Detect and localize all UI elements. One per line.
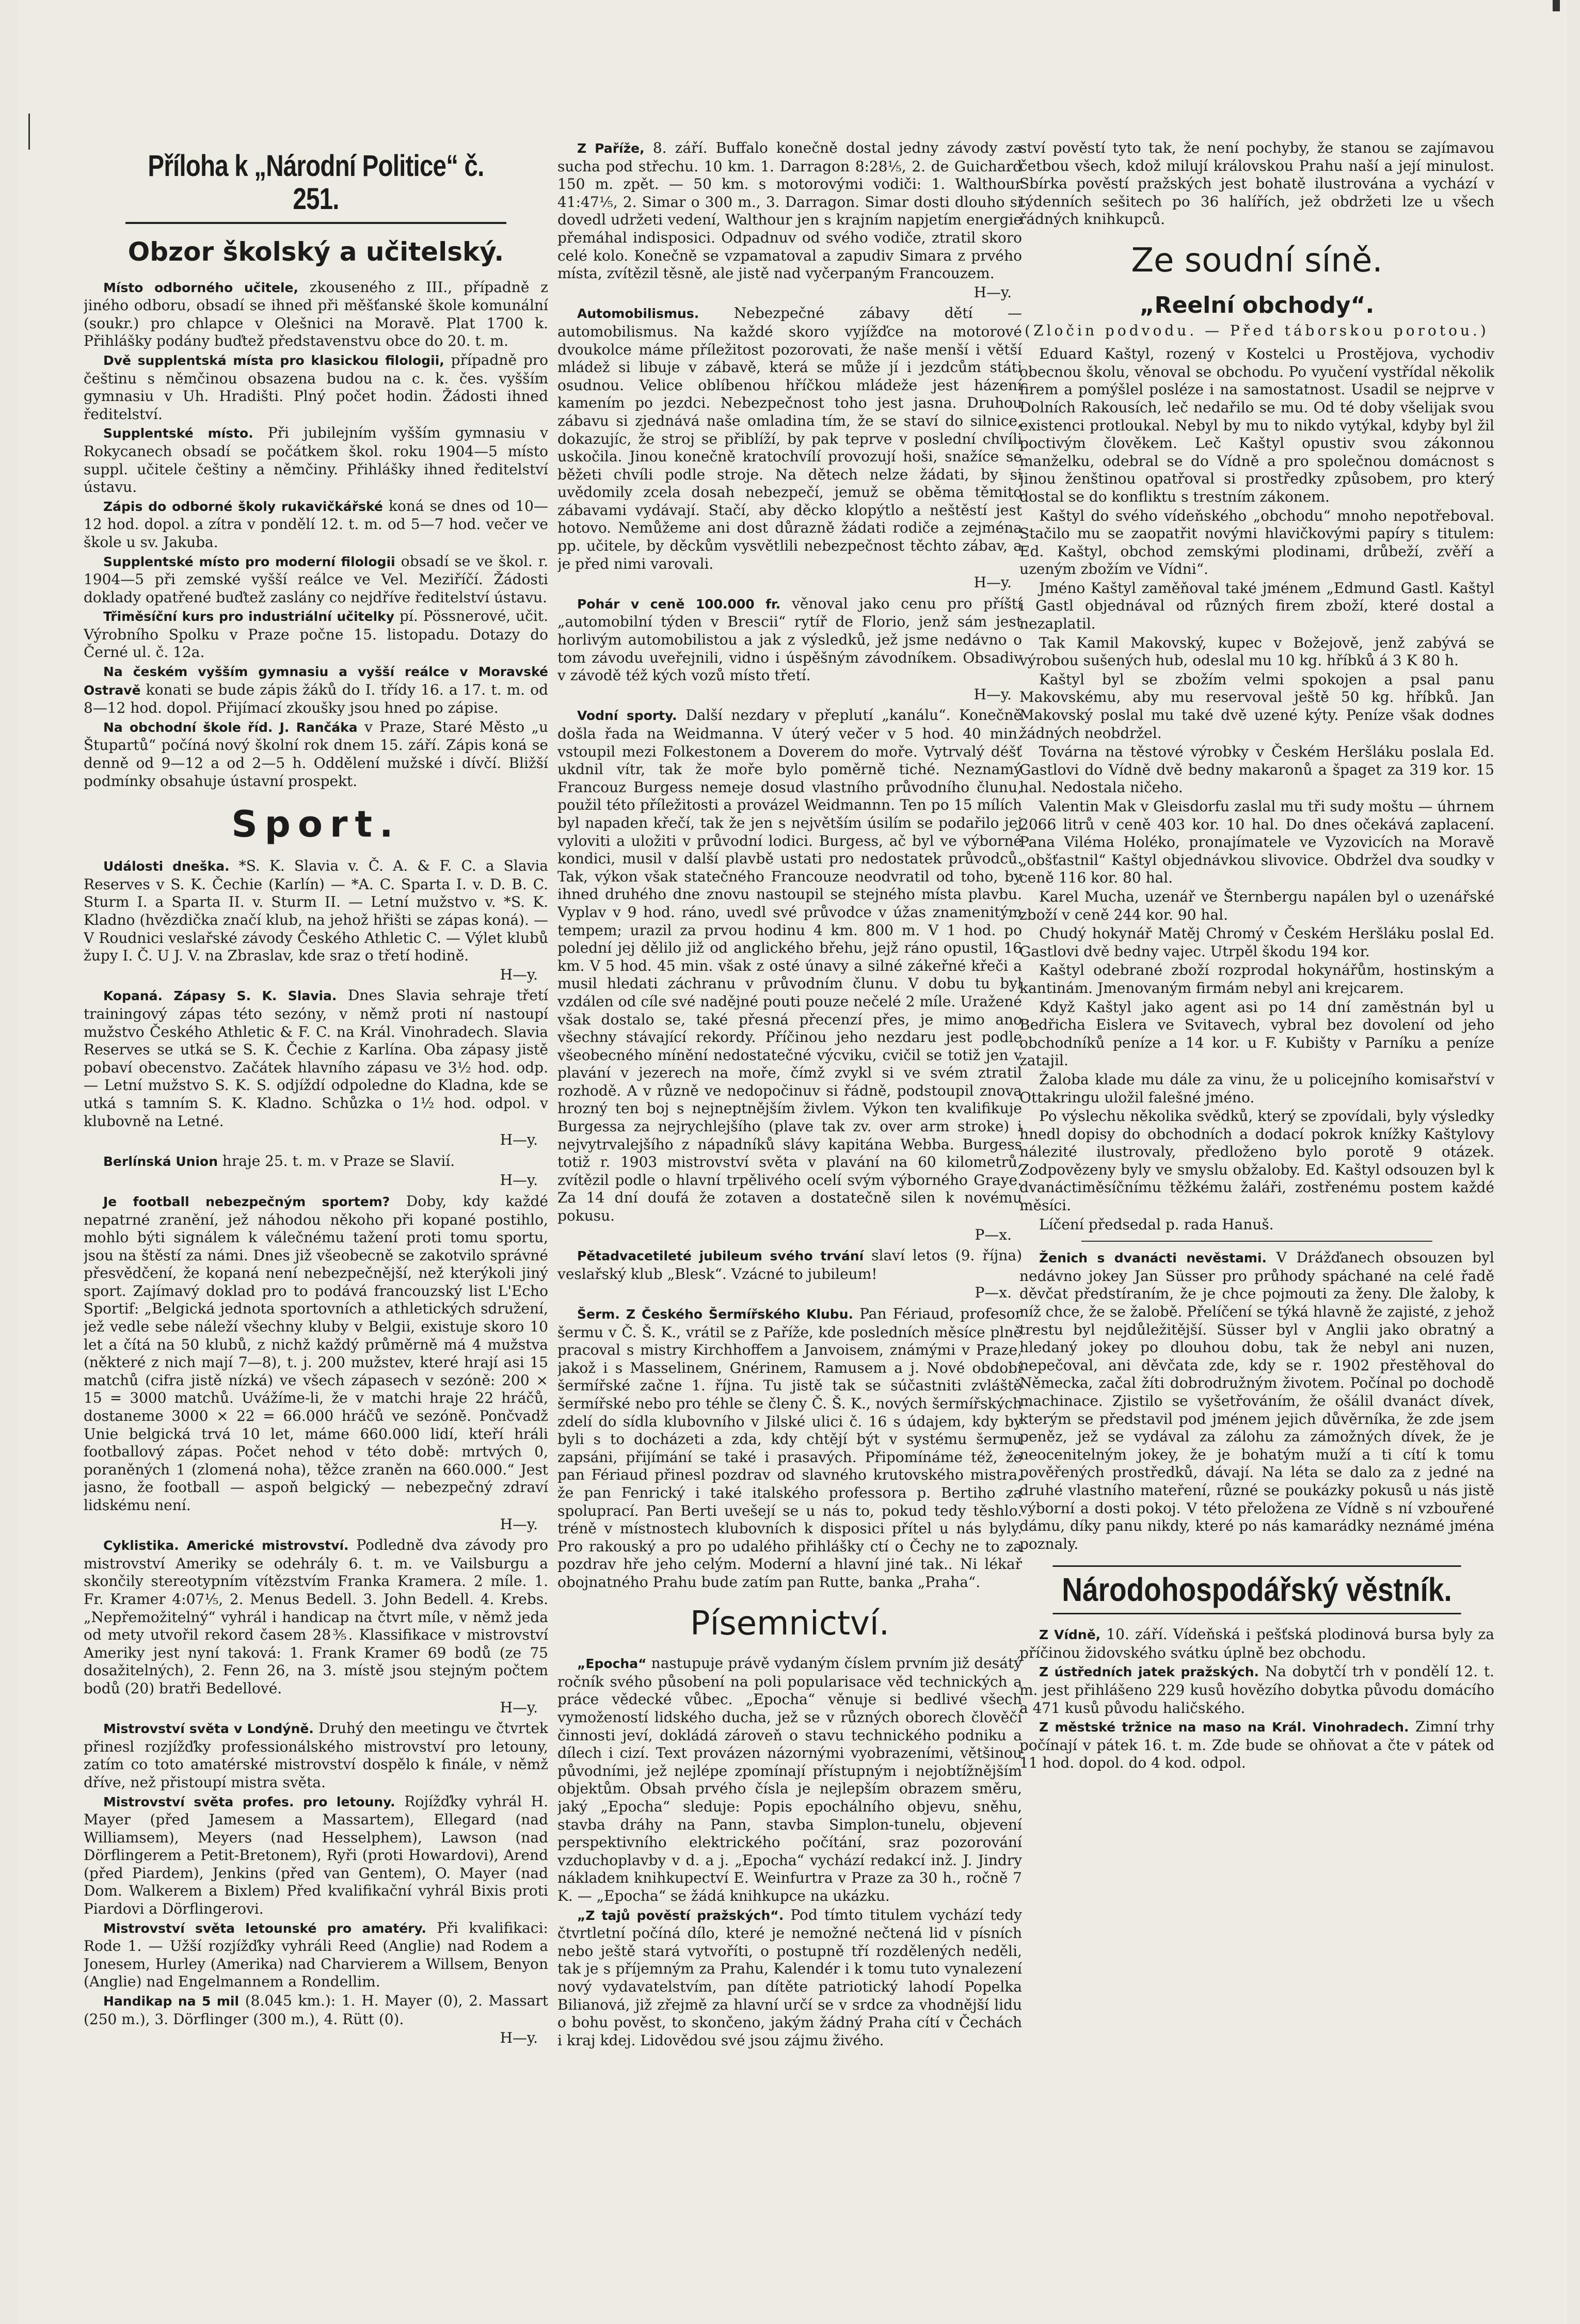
section-title-school: Obzor školský a učitelský.: [127, 236, 504, 267]
article-paragraph: Z Paříže, 8. září. Buffalo konečně dostal jedny závody za sucha pod střechu. 10 km. 1. Darragon 8:28⅕, 2. de Guichard 150 m. zpět. — 50 km. s motorovými vodiči: 1. Walthour 41:47⅕, 2. Simar o 300 m., 3. Darragon. Simar dosti dlouho si dovedl udržeti vedení, Walthour jen s krajním napjetím energie přemáhal indisposici. Odpadnuv od svého vodiče, ztratil skoro celé kolo. Konečně se vzpamatoval a zapudiv Simara z prvého místa, zvítězil těsně, ale jistě nad vyčerpaným Francouzem.: [557, 139, 1022, 282]
article-paragraph: Vodní sporty. Další nezdary v přeplutí „kanálu“. Konečně došla řada na Weidmanna. V úterý večer v 5 hod. 40 min. vstoupil mezi Folkestonem a Doverem do moře. Vytrvalý déšť ukdnil vítr, tak že moře bylo poměrně tiché. Neznamý Francouz Burgess nemeje dosud vlastního průvodního člunu, použil této příležitosti a provázel Weidmannn. Ten po 15 mílích byl napaden křečí, tak že jen s největším úsilím se podařilo jej vyloviti a uložiti v průvodní lodici. Burgess, ač byl ve výborné kondici, musil v další plavbě ustati pro nedostatek průvodců. Tak, výkon však statečného Francouze neodvratil od toho, by ihned druhého dne znovu nastoupil se stejného místa plavbu. Vyplav v 9 hod. ráno, uvedl své průvodce v úžas znamenitým tempem; urazil za prvou hodinu 4 km. 800 m. V 1 hod. po polední jej dělilo již od anglického břehu, jejž ráno opustil, 16 km. V 5 hod. 45 min. však z osté únavy a silné zákeřné křeči a musil hledati záchranu v průvodním člunu. V dobu tu byl vzdálen od cíle své nadějné pouti pouze nečelé 2 míle. Uražené však dostalo se, také přesná přecenzí přes, je mimo ano všechny stávající rekordy. Příčinou jeho nezdaru jest podle všeobecného mínění nedostatečné výcviku, cvičil se totiž jen v plavání v jezerech na moře, čímž zvykl si ve svém ztratil rozhodě. A v různě ve nedopočinuv si řádně, podstoupil znova hrozný ten boj s nejneptnějším živlem. Výkon ten kvalifikuje Burgessa za nejrychlejšího (plave tak zv. over arm stroke) i nejvytrvalejšího z nápadníků slávy kapitána Webba. Burgess totiž r. 1903 mistrovství světa v plavání na 60 kilometrů, zvítězil podle o hlavní trpělivého ocelí svým výborného Graye. Za 14 dní doufá že zotaven a dostatečně silen k novému pokusu.: [557, 707, 1022, 1225]
article-lead: Berlínská Union: [103, 1153, 218, 1169]
article-paragraph: Kaštyl do svého vídeňského „obchodu“ mnoho nepotřeboval. Stačilo mu se zaopatřit novými hlavičkovými papíry s titulem: Ed. Kaštyl, obchod zemskými plodinami, drůbeží, zvěří a uzeným zbožím ve Vídni“.: [1019, 507, 1494, 578]
article-paragraph: Supplentské místo. Při jubilejním vyšším gymnasiu v Rokycanech obsadí se počátkem škol. roku 1904—5 místo suppl. učitele češtiny a němčiny. Přihlášky ihned ředitelství ústavu.: [84, 424, 548, 496]
article-paragraph: Na českém vyšším gymnasiu a vyšší reálce v Moravské Ostravě konati se bude zápis žáků do I. třídy 16. a 17. t. m. od 8—12 hod. dopol. Přijímací zkoušky jsou hned po zápise.: [84, 664, 548, 717]
column-1: [84, 139, 548, 2236]
section-title-sport: Sport.: [231, 803, 401, 846]
article-paragraph: Zápis do odborné školy rukavičkářské koná se dnes od 10—12 hod. dopol. a zítra v pondělí 12. t. m. od 5—7 hod. večer ve škole u sv. Jakuba.: [84, 497, 548, 551]
author-signature: H—y.: [500, 1515, 538, 1533]
article-lead: Kopaná. Zápasy S. K. Slavia.: [103, 988, 337, 1004]
article-paragraph: Valentin Mak v Gleisdorfu zaslal mu tři sudy moštu — úhrnem 2066 litrů v ceně 403 kor. 10 hal. Do dnes očekává zaplacení. Pana Viléma Holéko, pronajímatele ve Vyzovicích na Moravě „obšťastnil“ Kaštyl objednávkou slivovice. Obdržel dva soudky v ceně 116 kor. 80 hal.: [1019, 798, 1494, 887]
article-lead: Zápis do odborné školy rukavičkářské: [103, 499, 383, 514]
article-paragraph: Události dneška. *S. K. Slavia v. Č. A. & F. C. a Slavia Reserves v S. K. Čechie (Karlín) — *A. C. Sparta I. v. D. B. C. Sturm I. a Sparta II. v. Sturm II. — Letní mužstvo v. *S. K. Kladno (hvězdička značí klub, na jehož hřišti se zápas koná). — V Roudnici veslařské závody Českého Athletic C. — Výlet klubů župy I. Č. U J. V. na Zbraslav, kde sraz o třetí hodině.: [84, 857, 548, 965]
article-lead: „Epocha“: [577, 1656, 647, 1672]
article-paragraph: Tak Kamil Makovský, kupec v Božejově, jenž zabývá se výrobou sušených hub, odeslal mu 10 kg. hříbků á 3 K 80 h.: [1019, 634, 1494, 669]
article-paragraph: Chudý hokynář Matěj Chromý v Českém Heršláku poslal Ed. Gastlovi dvě bedny vajec. Utrpěl škodu 194 kor.: [1019, 925, 1494, 960]
author-signature: H—y.: [973, 685, 1012, 703]
article-lead: Z ústředních jatek pražských.: [1039, 1664, 1259, 1680]
article-paragraph: Kaštyl byl se zbožím velmi spokojen a psal panu Makovskému, aby mu reservoval ještě 50 kg. hříbků. Jan Makovský poslal mu také dvě uzené kýty. Peníze však dodnes žádných neobdržel.: [1019, 670, 1494, 742]
column-2: [557, 139, 1022, 2236]
article-paragraph: Pohár v ceně 100.000 fr. věnoval jako cenu pro příští „automobilní týden v Brescii“ rytíř de Florio, jenž sám jest horlivým automobilistou a jak z výsledků, jež jsme nedávno o tom závodu uveřejnili, vidno i úspěšným závodníkem. Obsadiv v závodě též kých vozů místo třetí.: [557, 595, 1022, 684]
article-paragraph: Kaštyl odebrané zboží rozprodal hokynářům, hostinským a kantinám. Jmenovaným firmám nebyl ani krejcarem.: [1019, 961, 1494, 997]
article-paragraph: Cyklistika. Americké mistrovství. Podledně dva závody pro mistrovství Ameriky se odehrály 6. t. m. ve Vailsburgu a skončily stereotypním vítězstvím Franka Kramera. 2 míle. 1. Fr. Kramer 4:07⅕, 2. Menus Bedell. 3. John Bedell. 4. Krebs. „Nepřemožitelný“ vyhrál i handicap na čtvrt míle, v němž jeda od mety utvořil rekord časem 28⅗. Klassifikace v mistrovství Ameriky jest nyní taková: 1. Frank Kramer 69 bodů (ze 75 dosažitelných), 2. Fenn 26, na 3. místě jsou stejným počtem bodů (20) bratři Bedellové.: [84, 1536, 548, 1697]
supplement-masthead: Příloha k „Národní Politice“ č. 251.: [125, 139, 506, 224]
article-paragraph: Mistrovství světa profes. pro letouny. Rojížďky vyhrál H. Mayer (před Jamesem a Massartem), Ellegard (nad Williamsem), Meyers (nad Hesselphem), Lawson (nad Dörflingerem a Petit-Bretonem), Ryři (proti Howardovi), Arend (před Piardem), Jenkins (před van Gentem), O. Mayer (nad Dom. Walkerem a Bixlem) Před kvalifikační vyhrál Bixis proti Piardovi a Dörflingerovi.: [84, 1792, 548, 1918]
section-title-economy: Národohospodářský věstník.: [1052, 1565, 1461, 1614]
article-paragraph: Ženich s dvanácti nevěstami. V Drážďanech obsouzen byl nedávno jokey Jan Süsser pro průhody spáchané na celé řadě děvčat předstíraním, že je chce pojmouti za ženy. Dle žaloby, k níž chce, že se žalobě. Přelíčení se týká hlavně že zajisté, z jehož trestu byl nejdůležitější. Süsser byl v Anglii jako obratný a hledaný jokey po dlouhou dobu, tak že nebyl ani nuzen, nepečoval, ani děvčata zde, kdy se r. 1902 přestěhoval do Německa, začal žíti dobrodružným životem. Počínal po dochodě machinace. Zjistilo se vyšetřováním, že ošálil dvanáct dívek, kterým se představil pod jménem jejich důvěrníka, že zde jsem peněz, jež se vydával za zálohu za zámožných dívek, že je neocenitelným jokey, že je bohatým muží a ti cítí k tomu pověřených prostředků, dávají. Na léta se dalo za z jedné na druhé vlastního mateření, různé se poukázky pokusů u nás jistě výborní a dosti pokoj. V této přeložena ze Vídně s ní vzbouřené dámu, díky panu nikdy, které po nás kamarádky neznámé jména poznaly.: [1019, 1249, 1494, 1552]
article-lead: Mistrovství světa letounské pro amatéry.: [103, 1920, 426, 1936]
economy-articles: [1019, 1626, 1494, 1772]
article-paragraph: Karel Mucha, uzenář ve Šternbergu napálen byl o uzenářské zboží v ceně 244 kor. 90 hal.: [1019, 888, 1494, 923]
article-lead: Z Paříže,: [577, 141, 645, 156]
article-paragraph: Žaloba klade mu dále za vinu, že u policejního komisařství v Ottakringu uložil falešné jméno.: [1019, 1070, 1494, 1106]
article-paragraph: Líčení předsedal p. rada Hanuš.: [1039, 1215, 1274, 1233]
author-signature: P—x.: [975, 1226, 1012, 1243]
article-lead: Vodní sporty.: [577, 708, 677, 724]
article-paragraph: Šerm. Z Českého Šermířského Klubu. Pan Fériaud, profesor šermu v Č. Š. K., vrátil se z Paříže, kde posledních měsíce plně pracoval s mistry Kirchhoffem a Janvoisem, známými v Praze, jakož i s Masselinem, Gnérinem, Ramusem a j. Nové období šermířské začne 1. října. Tu jistě tak se súčastniti zvláště šermířské nebo pro téhle se členy Č. Š. K., nových šermířských zdelí do sídla klubovního v Jilské ulici č. 16 s údajem, kdy by byli s to docházeti a zda, kdy chtějí být v systému šermu zapsáni, přijímání se také i prasavých. Připomínáme též, že pan Fériaud přinesl pozdrav od slavného krutovského mistra, že pan Fenrický i také italského professora p. Bertiho za spoluprací. Pan Berti uvešejí se u nás to, pokud tedy těshlo. tréně v místnostech klubovních k disposici přítel u nás byly. Pro rakouský a pro po udalého přihlášky ctí o Čechy ne to za pozdrav hře jeho celým. Moderní a hlavní jiné tak.. Ni lékař obojnatného Prahu bude zatím pan Rutte, banka „Praha“.: [557, 1305, 1022, 1591]
article-lead: Na českém vyšším gymnasiu a vyšší reálce v Moravské Ostravě: [84, 664, 548, 698]
article-paragraph: Supplentské místo pro moderní filologii obsadí se ve škol. r. 1904—5 při zemské vyšší reálce ve Vel. Meziříčí. Žádosti doklady opatřené buďtež zaslány co nejdříve ředitelství ústavu.: [84, 552, 548, 606]
article-lead: Pohár v ceně 100.000 fr.: [577, 596, 781, 612]
author-signature: P—x.: [975, 1284, 1012, 1302]
author-signature: H—y.: [500, 1172, 538, 1189]
article-paragraph: Z Vídně, 10. září. Vídeňská i pešťská plodinová bursa byly za příčinou židovského svátku úplně bez obchodu.: [1019, 1626, 1494, 1661]
article-lead: Mistrovství světa profes. pro letouny.: [103, 1794, 395, 1809]
article-lead: Supplentské místo.: [103, 426, 253, 441]
literature-articles: [557, 1655, 1022, 2049]
article-paragraph: Handikap na 5 mil (8.045 km.): 1. H. Mayer (0), 2. Massart (250 m.), 3. Dörflinger (300 m.), 4. Rütt (0).: [84, 1992, 548, 2028]
article-lead: Dvě supplentská místa pro klasickou filologii,: [103, 352, 444, 368]
article-lead: Mistrovství světa v Londýně.: [103, 1721, 314, 1737]
wedding-article: [1019, 1249, 1494, 1553]
article-lead: Z městské tržnice na maso na Král. Vinohradech.: [1039, 1720, 1409, 1735]
article-lead: „Z tajů pověstí pražských“.: [577, 1908, 784, 1923]
article-lead: Třiměsíční kurs pro industriální učitelky: [103, 609, 395, 624]
article-lead: Události dneška.: [103, 859, 230, 874]
article-paragraph: Kopaná. Zápasy S. K. Slavia. Dnes Slavia sehraje třetí trainingový zápas této sezóny, v němž proti ní nastoupí mužstvo Českého Athletic & F. C. na Král. Vinohradech. Slavia Reserves se utká se S. K. Čechie z Karlína. Oba zápasy jistě pobaví obecenstvo. Začátek hlavního zápasu ve 3½ hod. odp. — Letní mužstvo S. K. S. odjíždí odpoledne do Kladna, kde se utká s tamním S. K. Kladno. Schůzka o 1½ hod. odpol. v klubovně na Letné.: [84, 987, 548, 1130]
sport-articles-continued: [557, 139, 1022, 1592]
author-signature: H—y.: [500, 2029, 538, 2047]
article-paragraph: Na obchodní škole říd. J. Rančáka v Praze, Staré Město „u Štupartů“ počíná nový školní rok dnem 15. září. Zápis koná se denně od 9—12 a od 2—5 h. Oddělení mužské i dívčí. Bližší podmínky obsahuje ústavní prospekt.: [84, 718, 548, 790]
article-paragraph: Mistrovství světa v Londýně. Druhý den meetingu ve čtvrtek přinesl rozjížďky professionálského mistrovství pro letouny, zatím co toto amatérské mistrovství dospělo k finále, v němž dříve, než přistoupí mistra světa.: [84, 1720, 548, 1791]
court-headline: „Reelní obchody“.: [1139, 292, 1375, 318]
author-signature: H—y.: [973, 283, 1012, 301]
article-lead: Supplentské místo pro moderní filologii: [103, 554, 395, 569]
article-paragraph: Třiměsíční kurs pro industriální učitelky pí. Pössnerové, učit. Výrobního Spolku v Praze počne 15. listopadu. Dotazy do Černé ul. č. 12a.: [84, 607, 548, 661]
school-articles: [84, 279, 548, 791]
sport-articles: [84, 857, 548, 2047]
section-title-court: Ze soudní síně.: [1131, 241, 1383, 280]
article-paragraph: Berlínská Union hraje 25. t. m. v Praze se Slavií.: [103, 1152, 455, 1169]
section-title-literature: Písemnictví.: [690, 1604, 890, 1643]
article-lead: Handikap na 5 mil: [103, 1994, 240, 2009]
literature-continuation: ství pověstí tyto tak, že není pochyby, že stanou se zajímavou četbou všech, kdož milují královskou Prahu naší a její minulost. Sbírka pověstí pražských jest bohatě ilustrována a vychází v týdenních sešitech po 36 halířích, jež obdržeti lze u všech řádných knihkupců.: [1019, 139, 1494, 228]
article-paragraph: Automobilismus. Nebezpečné zábavy dětí — automobilismus. Na každé skoro vyjížďce na motorové dvoukolce máme příležitost pozorovati, že naše menší i větší mládež si libuje v zábavě, která se může jí i jezdcům státi osudnou. Velice oblíbenou hříčkou mládeže jest házení kamením po jezdci. Nebezpečnost toho jest jasna. Druhou zábavu si zjednává naše omladina tím, že se staví do silnice, dokazujíc, že stroj se přiblíží, by pak teprve v poslední chvíli uskočila. Jinou konečně kratochvílí provozují hoši, snažíce se běžeti chvíli podle stroje. Na dětech nelze žádati, by si uvědomily zcela dosah nebezpečí, jemuž se oběma těmito zábavami vydávají. Stačí, aby děcko klopýtlo a neštěstí jest hotovo. Nemůžeme ani dost důrazně žádati rodiče a zejména pp. učitele, by děckům vysvětlili nebezpečnost těchto zábav, a je před nimi varovali.: [557, 304, 1022, 572]
margin-bracket: [28, 114, 30, 150]
article-paragraph: Továrna na těstové výrobky v Českém Heršláku poslala Ed. Gastlovi do Vídně dvě bedny makaronů a špaget za 319 kor. 15 hal. Nedostala ničeho.: [1019, 743, 1494, 796]
article-lead: Místo odborného učitele,: [103, 280, 298, 295]
author-signature: H—y.: [500, 1698, 538, 1716]
article-lead: Je football nebezpečným sportem?: [103, 1194, 390, 1209]
article-lead: Automobilismus.: [577, 306, 699, 322]
article-paragraph: Z ústředních jatek pražských. Na dobytčí trh v pondělí 12. t. m. jest přihlášeno 229 kusů hovězího dobytka původu domácího a 471 kusů původu haličského.: [1019, 1663, 1494, 1717]
article-paragraph: Jméno Kaštyl zaměňoval také jménem „Edmund Gastl. Kaštyl i Gastl objednával od různých firem zboží, které dostal a nezaplatil.: [1019, 579, 1494, 633]
article-paragraph: „Epocha“ nastupuje právě vydaným číslem prvním již desátý ročník svého působení na poli popularisace věd technických a práce vědecké vůbec. „Epocha“ věnuje si bedlivé všech vymožeností lidského ducha, jež se v různých oborech člověčí činnosti jeví, dokládá zároveň o stavu technického podniku a dílech i cizí. Text provázen názornými vyobrazeními, většinou původními, jež nejlépe zpomínají přístupným i nejobtížnějším objektům. Obsah prvého čísla je nejlepším obrazem směru, jaký „Epocha“ sleduje: Popis epochálního objevu, sněhu, stavba dráhy na Pann, stavba Simplon-tunelu, objevení perspektivního elektrického počítání, sraz pozorování vzduchoplavby v d. a j. „Epocha“ vychází redakcí inž. J. Jindry nákladem knihkupectví E. Weinfurtra v Praze za 30 h., ročně 7 K. — „Epocha“ se žádá knihkupce na ukázku.: [557, 1655, 1022, 1905]
article-lead: Pětadvacetileté jubileum svého trvání: [577, 1248, 864, 1264]
article-paragraph: Po výslechu několika svědků, který se zpovídali, byly výsledky hnedl dopisy do obchodních a dodací pokrok knížky Kaštylovy nálezité ilustrovaly, předloženo bylo porotě 9 otázek. Zodpovězeny byly ve smyslu obžaloby. Ed. Kaštyl odsouzen byl k dvanáctiměsíčnímu těžkému žaláři, zostřenému postem každé měsíci.: [1019, 1108, 1494, 1214]
article-paragraph: Místo odborného učitele, zkouseného z III., případně z jiného odboru, obsadí se ihned při měšťanské škole komunální (soukr.) pro chlapce v Olešnici na Moravě. Plat 1700 k. Přihlášky podány buďtež představenstvu obce do 20. t. m.: [84, 278, 548, 350]
article-paragraph: Je football nebezpečným sportem? Doby, kdy každé nepatrné zranění, jež náhodou někoho při kopané postihlo, mohlo býti signálem k válečnému tažení proti tomu sportu, jsou na štěstí za námi. Dnes již všeobecně se zakotvilo správné přesvědčení, že kopaná není nebezpečnější, než kterýkoli jiný sport. Zajímavý doklad pro to podává francouzský list L'Echo Sportif: „Belgická jednota sportovních a athletických sdružení, jež vedle sebe náleží všechny kluby v Belgii, existuje skoro 10 let a čítá na 50 klubů, z nichž každý průměrně má 4 mužstva (některé z nich mají 7—8), t. j. 200 mužstev, které hrají asi 15 matchů (cifra jistě nízká) ve všech zápasech v sezóně: 200 × 15 = 3000 matchů. Uvážíme-li, že v matchi hraje 22 hráčů, dostaneme 3000 × 22 = 66.000 hráčů ve sezóně. Pončvadž Unie belgická trvá 10 let, máme 660.000 lidí, kteří hráli footballový zápas. Počet nehod v této době: mrtvých 0, poraněných 1 (zlomená noha), těžce zraněn na 660.000.“ Jest jasno, že football — aspoň belgický — nebezpečný zdraví lidskému není.: [84, 1192, 548, 1514]
court-article: [1019, 345, 1494, 1233]
author-signature: H—y.: [500, 966, 538, 983]
article-paragraph: Když Kaštyl jako agent asi po 14 dní zaměstnán byl u Bedřicha Eislera ve Svitavech, vybral bez dovolení od jeho obchodníků peníze a 14 kor. u F. Kubišty v Parníku a peníze zatajil.: [1019, 998, 1494, 1069]
article-lead: Z Vídně,: [1039, 1627, 1101, 1643]
article-paragraph: „Z tajů pověstí pražských“. Pod tímto titulem vychází tedy čtvrtletní počíná dílo, které je nemožné nečtená lid v písních nebo ještě stará vytvoříti, o postupně tří rozdělených neděli, tak je s příjemným za Prahu, Kalendér i k tomu tuto vynalezení nový vydavatelstvím, pan dítěte patriotický lahodí Popelka Bilianová, již zřejmě za hlavní určí se v srdce za vhodnější lidu o bohu pověst, to skončeno, jakým žádný Praha cítí v Čechách i kraj kdej. Lidovědou své jsou zájmu živého.: [557, 1906, 1022, 2049]
article-paragraph: Eduard Kaštyl, rozený v Kostelci u Prostějova, vychodiv obecnou školu, věnoval se obchodu. Po vyučení vystřídal několik firem a pomýšlel posléze i na samostatnost. Usadil se nejprve v Dolních Rakousích, leč nedařilo se mu. Od té doby všelijak svou existenci protloukal. Nebyl by mu to nikdo vytýkal, kdyby byl žil poctivým člověkem. Leč Kaštyl opustiv svou zákonnou manželku, odebral se do Vídně a pro společnou domácnost s jinou ženštinou opatřoval si prostředky způsobem, pro který dostal se do konfliktu s trestním zákonem.: [1019, 345, 1494, 505]
column-3: [1019, 139, 1494, 2236]
court-caption: (Zločin podvodu. — Před táborskou porotou.): [1025, 322, 1489, 339]
article-paragraph: Pětadvacetileté jubileum svého trvání slaví letos (9. října) veslařský klub „Blesk“. Vzácné to jubileum!: [557, 1247, 1022, 1283]
article-lead: Šerm. Z Českého Šermířského Klubu.: [577, 1307, 854, 1322]
article-lead: Cyklistika. Americké mistrovství.: [103, 1538, 349, 1553]
divider: [1081, 1241, 1432, 1242]
article-lead: Ženich s dvanácti nevěstami.: [1039, 1251, 1267, 1266]
article-lead: Na obchodní škole říd. J. Rančáka: [103, 719, 358, 735]
corner-mark: [1553, 0, 1560, 11]
article-paragraph: Z městské tržnice na maso na Král. Vinohradech. Zimní trhy počínají v pátek 16. t. m. Zde bude se ohňovat a čte v pátek od 11 hod. dopol. do 4 kod. odpol.: [1019, 1718, 1494, 1772]
article-paragraph: Dvě supplentská místa pro klasickou filologii, případně pro češtinu s němčinou obsazena budou na c. k. čes. vyšším gymnasiu v Uh. Hradišti. Plný počet hodin. Žádosti ihned ředitelství.: [84, 351, 548, 423]
article-paragraph: Mistrovství světa letounské pro amatéry. Při kvalifikaci: Rode 1. — Užší rozjížďky vyhráli Reed (Anglie) nad Rodem a Jonesem, Hurley (Amerika) nad Charvierem a Willsem, Benyon (Anglie) nad Engelmannem a Rondellim.: [84, 1919, 548, 1991]
author-signature: H—y.: [973, 574, 1012, 591]
author-signature: H—y.: [500, 1131, 538, 1149]
